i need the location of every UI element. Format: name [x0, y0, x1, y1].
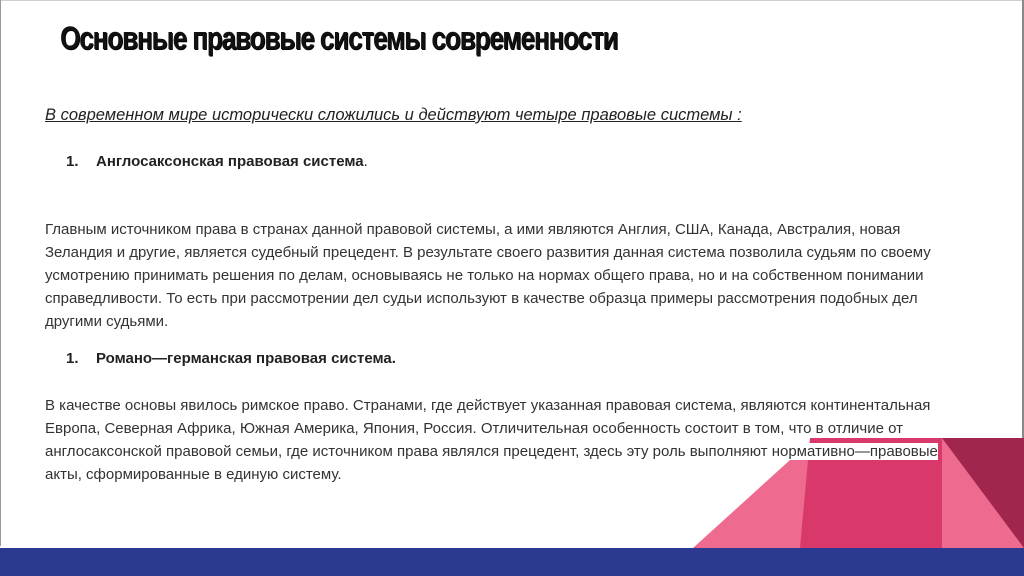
section-title: Романо—германская правовая система. — [96, 350, 396, 367]
section-number: 1. — [66, 350, 79, 367]
section-body-text: В качестве основы явилось римское право. Странами, где действует указанная правовая система, являются континентальная Европа, Северная Африка, Южная Америка, Япония, Россия. Отличительная особенность состоит в том, что в отличие от англосаксонской правовой семьи, где источником права являлся прецедент, здесь эту роль выполняют нормативно—правовые акты, сформированные в единую систему. — [45, 397, 938, 483]
section-heading-anglo-saxon — [66, 153, 368, 170]
section-heading-romano-germanic — [66, 350, 396, 367]
section-title-suffix: . — [363, 153, 368, 170]
section-body-romano-germanic — [45, 394, 945, 486]
intro-text: В современном мире исторически сложились и действуют четыре правовые системы : — [45, 106, 742, 124]
slide-title: Основные правовые системы современности — [60, 20, 618, 56]
bottom-navy-bar — [0, 548, 1024, 576]
section-number: 1. — [66, 153, 79, 170]
section-body-anglo-saxon: Главным источником права в странах данной правовой системы, а ими являются Англия, США, Канада, Австралия, новая Зеландия и другие, является судебный прецедент. В результате своего развития данная система позволила судьям по своему усмотрению принимать решения по делам, основываясь не только на нормах общего права, но и на собственном понимании справедливости. То есть при рассмотрении дел судьи используют в качестве образца примеры рассмотрения подобных дел другими судьями. — [45, 221, 931, 330]
section-title: Англосаксонская правовая система — [96, 153, 364, 170]
